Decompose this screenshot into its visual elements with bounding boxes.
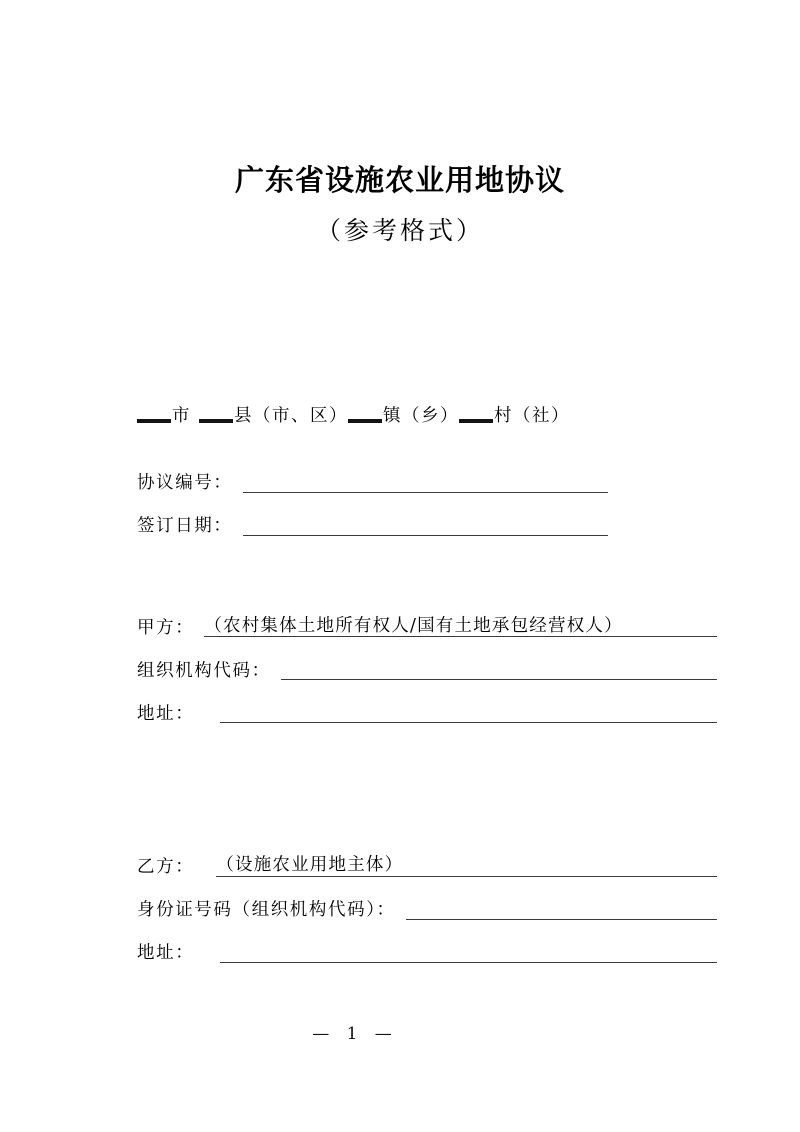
spacer	[137, 558, 717, 618]
signing-date-row	[137, 515, 717, 536]
county-blank-input[interactable]	[199, 419, 233, 423]
party-a-code-input[interactable]	[281, 659, 717, 680]
town-suffix-label: 镇（乡）	[383, 406, 459, 426]
city-blank-input[interactable]	[137, 419, 171, 423]
party-a-input[interactable]: （农村集体土地所有权人/国有土地承包经营权人）	[204, 618, 717, 638]
location-line	[137, 408, 717, 426]
party-a-row	[137, 615, 717, 638]
party-b-id-input[interactable]	[406, 899, 717, 920]
agreement-number-row	[137, 472, 717, 493]
party-b-id-row	[137, 899, 717, 920]
spacer	[137, 805, 717, 857]
page-subtitle: （参考格式）	[315, 216, 484, 245]
party-b-label: 乙方：	[137, 857, 195, 877]
page-title: 广东省设施农业用地协议	[234, 163, 565, 197]
title-block	[0, 160, 800, 250]
party-b-row	[137, 857, 717, 877]
town-blank-input[interactable]	[348, 419, 382, 423]
city-suffix-label: 市	[172, 406, 191, 426]
party-a-code-row	[137, 659, 717, 680]
party-a-address-row	[137, 702, 717, 723]
party-a-address-label: 地址：	[137, 703, 195, 724]
spacer	[137, 745, 717, 805]
party-b-id-label: 身份证号码（组织机构代码）：	[137, 900, 396, 920]
party-b-input[interactable]: （设施农业用地主体）	[216, 857, 717, 877]
form-area	[137, 408, 717, 985]
party-b-address-input[interactable]	[220, 942, 717, 963]
party-a-label: 甲方：	[137, 617, 195, 638]
village-blank-input[interactable]	[459, 419, 493, 423]
county-suffix-label: 县（市、区）	[234, 406, 348, 426]
signing-date-input[interactable]	[243, 515, 608, 536]
signing-date-label: 签订日期：	[137, 516, 233, 536]
party-b-address-row	[137, 942, 717, 963]
agreement-number-label: 协议编号：	[137, 473, 233, 493]
party-a-address-input[interactable]	[220, 702, 717, 723]
agreement-number-input[interactable]	[243, 472, 608, 493]
party-a-code-label: 组织机构代码：	[137, 660, 271, 681]
party-b-address-label: 地址：	[137, 943, 195, 963]
page-number-footer: — 1 —	[312, 1024, 398, 1044]
village-suffix-label: 村（社）	[494, 406, 570, 426]
